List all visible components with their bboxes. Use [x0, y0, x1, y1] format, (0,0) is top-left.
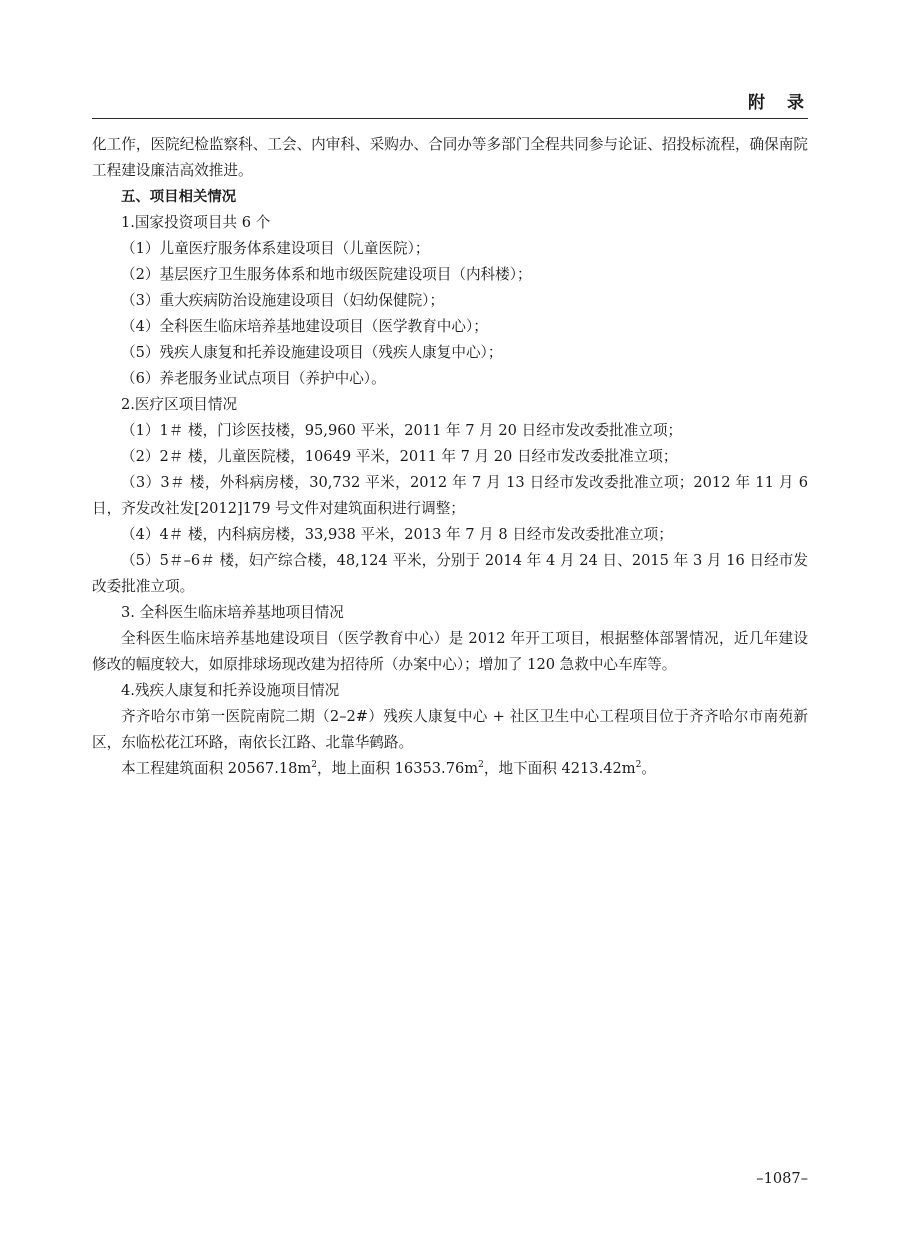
document-body	[92, 132, 808, 782]
list-item: （6）养老服务业试点项目（养护中心）。	[121, 370, 386, 387]
area-text: 本工程建筑面积 20567.18m	[121, 760, 312, 777]
subsection-title-1: 1.国家投资项目共 6 个	[121, 214, 271, 231]
list-item: （3）3＃ 楼，外科病房楼，30,732 平米，2012 年 7 月 13 日经市发改委批准立项；2012 年 11 月 6 日，齐发改社发[2012]179 号文件对建筑面积进行调整；	[92, 474, 808, 517]
paragraph-continued: 化工作，医院纪检监察科、工会、内审科、采购办、合同办等多部门全程共同参与论证、招投标流程，确保南院工程建设廉洁高效推进。	[92, 136, 808, 179]
list-item: （4）全科医生临床培养基地建设项目（医学教育中心）；	[121, 318, 488, 335]
list-item: （5）5＃–6＃ 楼，妇产综合楼，48,124 平米，分别于 2014 年 4 月 24 日、2015 年 3 月 16 日经市发改委批准立项。	[92, 552, 808, 595]
superscript: 2	[478, 760, 484, 771]
area-text: 。	[641, 760, 656, 777]
list-item: （1）1＃ 楼，门诊医技楼，95,960 平米，2011 年 7 月 20 日经市发改委批准立项；	[121, 422, 683, 439]
superscript: 2	[635, 760, 642, 771]
paragraph: 全科医生临床培养基地建设项目（医学教育中心）是 2012 年开工项目，根据整体部署情况，近几年建设修改的幅度较大，如原排球场现改建为招待所（办案中心）；增加了 120 急救中心车库等。	[92, 630, 808, 673]
list-item: （2）2＃ 楼，儿童医院楼，10649 平米，2011 年 7 月 20 日经市发改委批准立项；	[121, 448, 678, 465]
list-item: （5）残疾人康复和托养设施建设项目（残疾人康复中心）；	[121, 344, 503, 361]
subsection-title-2: 2.医疗区项目情况	[121, 396, 238, 413]
section-heading-5: 五、项目相关情况	[121, 189, 237, 205]
list-item: （3）重大疾病防治设施建设项目（妇幼保健院）；	[121, 292, 445, 309]
area-paragraph	[92, 756, 808, 782]
area-text: ，地上面积 16353.76m	[317, 760, 479, 777]
subsection-title-3: 3. 全科医生临床培养基地项目情况	[121, 604, 344, 621]
list-item: （2）基层医疗卫生服务体系和地市级医院建设项目（内科楼）；	[121, 266, 532, 283]
superscript: 2	[311, 760, 318, 771]
running-header	[92, 88, 826, 119]
list-item: （1）儿童医疗服务体系建设项目（儿童医院）；	[121, 240, 430, 257]
area-text: ，地下面积 4213.42m	[483, 760, 636, 777]
list-item: （4）4＃ 楼，内科病房楼，33,938 平米，2013 年 7 月 8 日经市发改委批准立项；	[121, 526, 673, 543]
header-title: 附录	[748, 93, 826, 113]
page-number: –1087–	[756, 1170, 808, 1187]
subsection-title-4: 4.残疾人康复和托养设施项目情况	[121, 682, 340, 699]
paragraph: 齐齐哈尔市第一医院南院二期（2–2#）残疾人康复中心 + 社区卫生中心工程项目位于齐齐哈尔市南苑新区，东临松花江环路，南依长江路、北靠华鹤路。	[92, 708, 808, 751]
